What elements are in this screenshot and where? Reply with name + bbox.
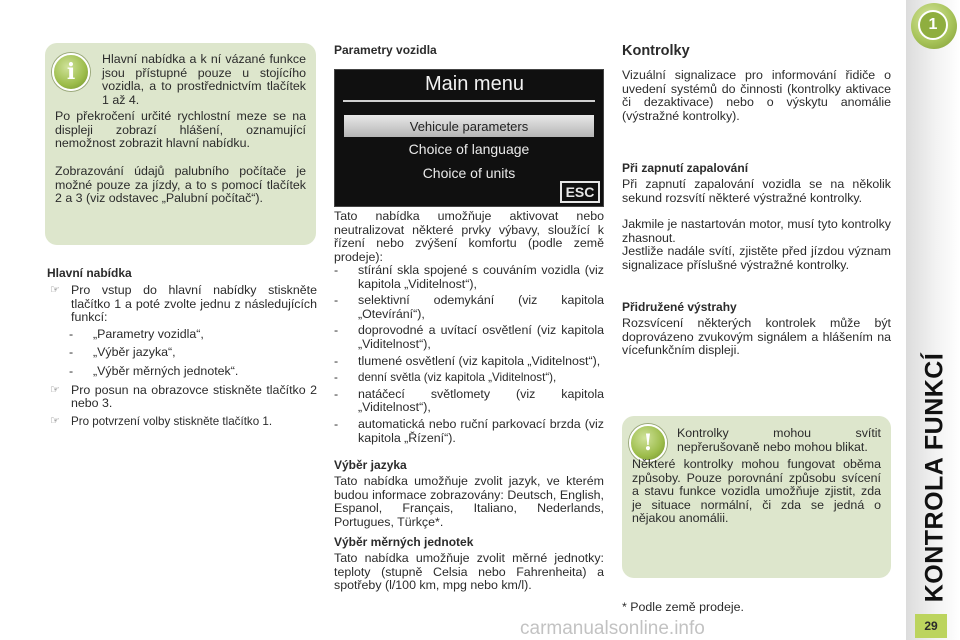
list-item: [47, 384, 317, 411]
ignition-paragraph-3: Jestliže nadále svítí, zjistěte před jízdou význam signalizace příslušné výstražné kontrolky.: [622, 244, 891, 272]
screen-title: Main menu: [425, 73, 524, 95]
footnote: * Podle země prodeje.: [622, 600, 744, 614]
main-menu-list: [47, 284, 317, 428]
alerts-heading: Přidružené výstrahy: [622, 300, 737, 314]
bullet-text: Pro vstup do hlavní nabídky stiskněte tlačítko 1 a poté zvolte jednu z následujících funkcí:: [71, 283, 317, 325]
watermark: carmanualsonline.info: [520, 618, 705, 639]
warning-note-paragraph-1: Kontrolky mohou svítit nepřerušovaně nebo mohou blikat.: [677, 426, 881, 454]
screen-divider: [343, 100, 595, 102]
dash-item-text: automatická nebo ruční parkovací brzda (viz kapitola „Řízení“).: [358, 416, 604, 445]
list-item: - „Výběr jazyka“,: [69, 345, 176, 360]
ignition-paragraph-1: Při zapnutí zapalování vozidla se na několik sekund rozsvítí některé výstražné kontrolky.: [622, 177, 891, 205]
list-item: - stírání skla spojené s couváním vozidla (viz kapitola „Viditelnost“),: [334, 263, 604, 291]
chapter-number: 1: [918, 10, 948, 40]
units-text: Tato nabídka umožňuje zvolit měrné jednotky: teploty (stupně Celsia nebo Fahrenheita) a spotřeby (l/100 km, mpg nebo km/l).: [334, 551, 604, 593]
list-item: [47, 415, 317, 429]
units-heading: Výběr měrných jednotek: [334, 535, 474, 549]
dash-item-text: stírání skla spojené s couváním vozidla (viz kapitola „Viditelnost“),: [358, 263, 604, 291]
list-item: - automatická nebo ruční parkovací brzda (viz kapitola „Řízení“).: [334, 416, 604, 445]
warning-lights-intro: Vizuální signalizace pro informování řidiče o uvedení systémů do činnosti (kontrolky aktivace či dezaktivace) nebo o výskytu anomálie (výstražné kontrolky).: [622, 68, 891, 123]
chapter-title: [915, 352, 955, 602]
screen-esc-label: ESC: [560, 181, 600, 203]
dash-item-text: natáčecí světlomety (viz kapitola „Viditelnost“),: [358, 386, 604, 415]
dash-item-text: doprovodné a uvítací osvětlení (viz kapitola „Viditelnost“),: [358, 323, 604, 351]
note-paragraph-3: Zobrazování údajů palubního počítače je možné pouze za jízdy, a to s pomocí tlačítek 2 a 3 (viz odstavec „Palubní počítač“).: [55, 164, 306, 206]
display-screen: [334, 69, 604, 207]
main-menu-heading: Hlavní nabídka: [47, 266, 132, 280]
sub-item-text: „Parametry vozidla“,: [93, 326, 204, 341]
list-item: [47, 284, 317, 325]
list-item: - „Výběr měrných jednotek“.: [69, 363, 239, 378]
list-item: - selektivní odemykání (viz kapitola „Otevírání“),: [334, 293, 604, 321]
warning-lights-title: Kontrolky: [622, 43, 690, 59]
dash-item-text: denní světla (viz kapitola „Viditelnost“),: [358, 371, 557, 385]
ignition-heading: Při zapnutí zapalování: [622, 161, 749, 175]
vehicle-params-intro: Tato nabídka umožňuje aktivovat nebo neutralizovat některé prvky výbavy, sloužící k řízení nebo zvýšení komfortu (podle země prodeje):: [334, 209, 604, 264]
note-paragraph-2: Po překročení určité rychlostní meze se na displeji zobrazí hlášení, oznamující nemožnost zobrazit hlavní nabídku.: [55, 109, 306, 151]
hand-pointer-icon: ☞: [50, 284, 60, 296]
page-number: 29: [915, 614, 947, 638]
dash-item-text: tlumené osvětlení (viz kapitola „Viditelnost“),: [358, 353, 601, 368]
language-text: Tato nabídka umožňuje zvolit jazyk, ve kterém budou informace zobrazovány: Deutsch, English, Espanol, Français, Italiano, Nederlands, Portugues, Türkçe*.: [334, 474, 604, 529]
list-item: - „Parametry vozidla“,: [69, 326, 204, 341]
list-item: - denní světla (viz kapitola „Viditelnost“),: [334, 371, 557, 385]
ignition-paragraph-2: Jakmile je nastartován motor, musí tyto kontrolky zhasnout.: [622, 217, 891, 245]
chapter-title-text: KONTROLA FUNKCÍ: [920, 352, 949, 602]
info-note-box: [45, 43, 316, 245]
vehicle-params-list: [334, 264, 604, 445]
sub-list: [47, 328, 317, 379]
alerts-text: Rozsvícení některých kontrolek může být doprovázeno zvukovým signálem a hlášením na vícefunkčním displeji.: [622, 316, 891, 358]
note-paragraph-1: Hlavní nabídka a k ní vázané funkce jsou přístupné pouze u stojícího vozidla, a to prostřednictvím tlačítek 1 až 4.: [102, 52, 306, 107]
list-item: - natáčecí světlomety (viz kapitola „Viditelnost“),: [334, 386, 604, 415]
screen-menu-item-selected: Vehicule parameters: [344, 115, 594, 137]
bullet-text: Pro posun na obrazovce stiskněte tlačítko 2 nebo 3.: [71, 382, 317, 411]
screen-menu-item: Choice of language: [408, 141, 530, 157]
list-item: - doprovodné a uvítací osvětlení (viz kapitola „Viditelnost“),: [334, 323, 604, 351]
hand-pointer-icon: ☞: [50, 414, 60, 427]
list-item: - tlumené osvětlení (viz kapitola „Viditelnost“),: [334, 353, 601, 368]
bullet-text: Pro potvrzení volby stiskněte tlačítko 1.: [71, 414, 273, 428]
info-icon: i: [52, 53, 90, 91]
warning-exclamation-icon: !: [629, 424, 667, 462]
dash-item-text: selektivní odemykání (viz kapitola „Otevírání“),: [358, 293, 604, 321]
warning-note-paragraph-2: Některé kontrolky mohou fungovat oběma způsoby. Pouze porovnání způsobu svícení a stavu funkce vozidla umožňuje zjistit, zda je situace normální, či zda se jedná o nějakou anomálii.: [632, 457, 881, 526]
language-heading: Výběr jazyka: [334, 458, 407, 472]
vehicle-params-heading: Parametry vozidla: [334, 43, 437, 57]
warning-note-box: [622, 416, 891, 578]
chapter-badge: [911, 3, 957, 49]
screen-menu-item: Choice of units: [422, 165, 516, 181]
sub-item-text: „Výběr měrných jednotek“.: [93, 363, 239, 378]
sub-item-text: „Výběr jazyka“,: [93, 345, 176, 360]
hand-pointer-icon: ☞: [50, 383, 60, 396]
